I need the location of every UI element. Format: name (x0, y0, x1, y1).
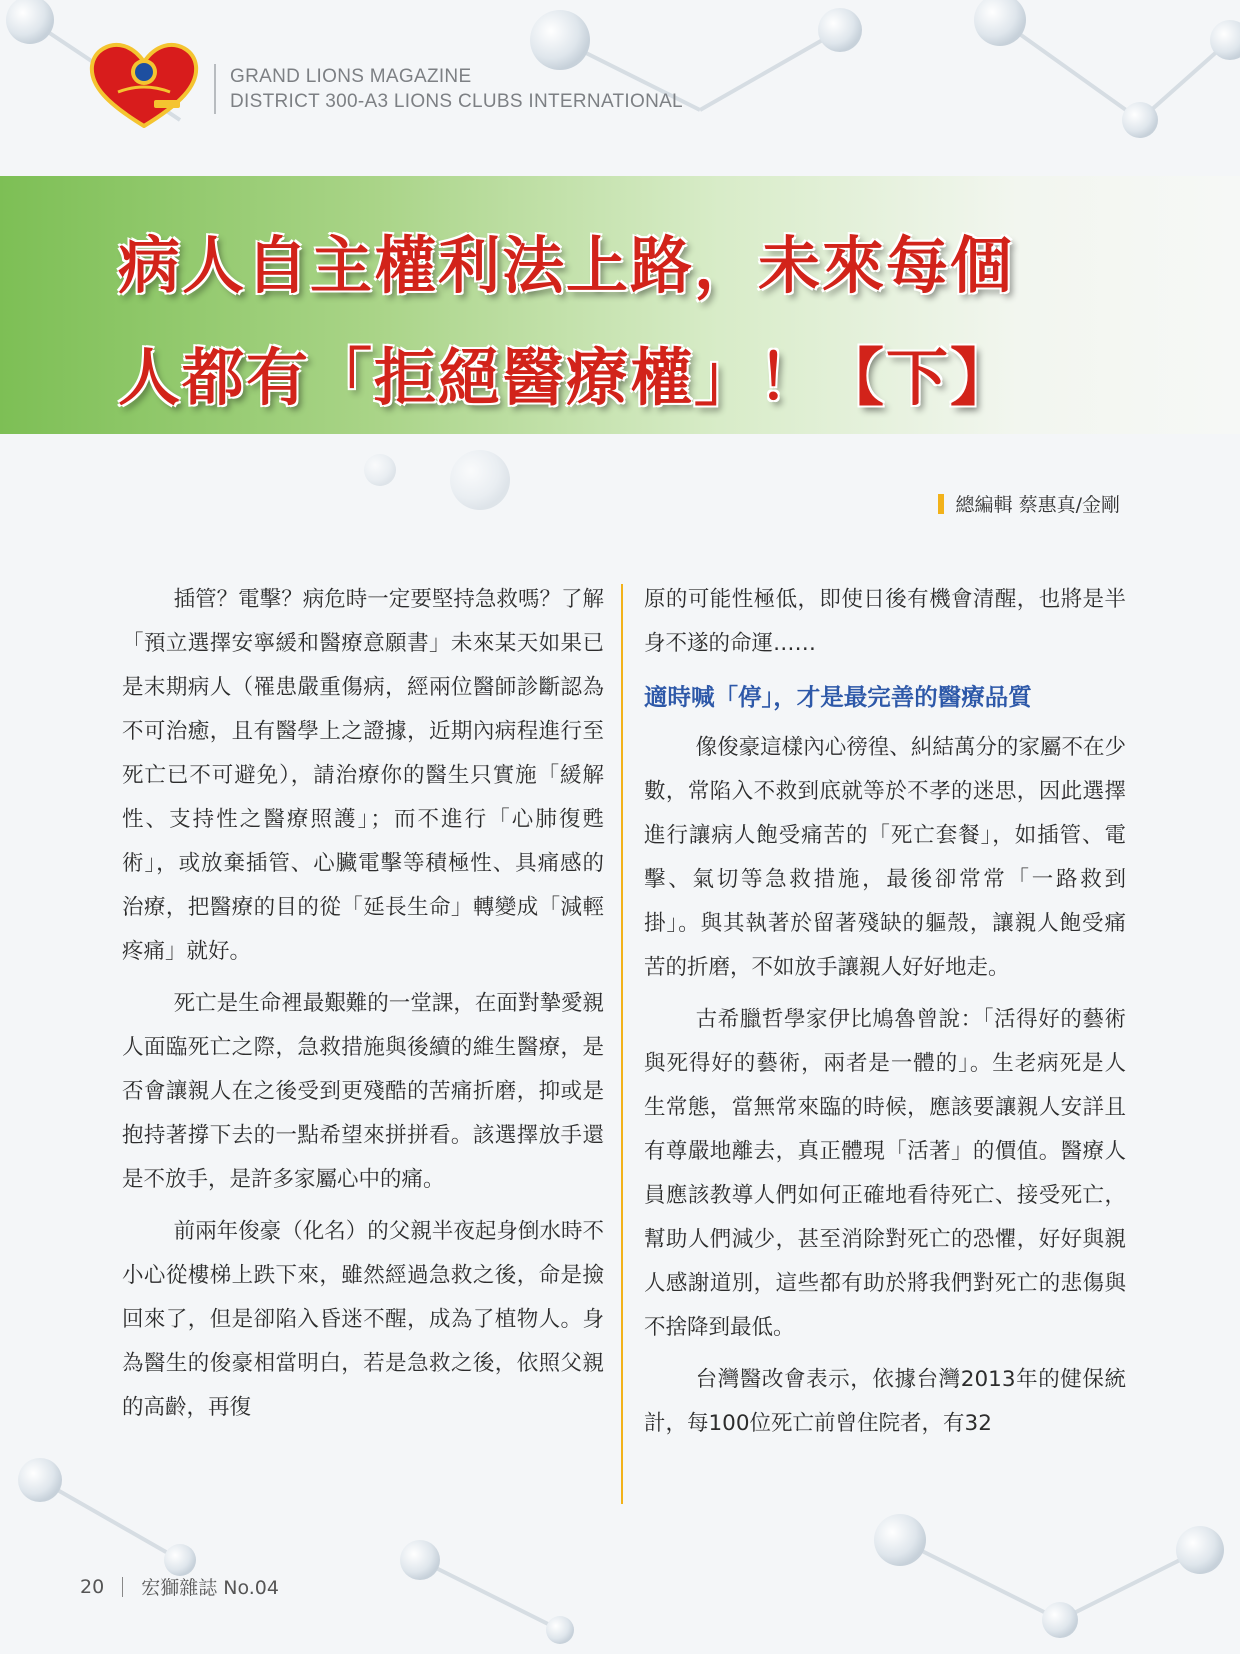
page-number: 20 (80, 1575, 105, 1598)
paragraph: 前兩年俊豪（化名）的父親半夜起身倒水時不小心從樓梯上跌下來，雖然經過急救之後，命是撿回來了，但是卻陷入昏迷不醒，成為了植物人。身為醫生的俊豪相當明白，若是急救之後，依照父親的高齡，再復 (122, 1219, 604, 1420)
header-divider (214, 64, 216, 114)
paragraph: 台灣醫改會表示，依據台灣2013年的健保統計，每100位死亡前曾住院者，有32 (644, 1367, 1126, 1436)
paragraph-continuation: 原的可能性極低，即使日後有機會清醒，也將是半身不遂的命運…… (644, 587, 1126, 656)
article-column-left (122, 578, 604, 1438)
footer-separator (122, 1577, 123, 1597)
article-title-line-2: 人都有「拒絕醫療權」！【下】 (118, 341, 1015, 414)
paragraph: 古希臘哲學家伊比鳩魯曾說：「活得好的藝術與死得好的藝術，兩者是一體的」。生老病死是人生常態，當無常來臨的時候，應該要讓親人安詳且有尊嚴地離去，真正體現「活著」的價值。醫療人員應該教導人們如何正確地看待死亡、接受死亡，幫助人們減少，甚至消除對死亡的恐懼，好好與親人感謝道別，這些都有助於將我們對死亡的悲傷與不捨降到最低。 (644, 1007, 1126, 1340)
page-header (0, 0, 1240, 160)
byline-marker (938, 494, 944, 514)
lions-heart-logo-icon (88, 42, 200, 128)
paragraph: 死亡是生命裡最艱難的一堂課，在面對摯愛親人面臨死亡之際，急救措施與後續的維生醫療，是否會讓親人在之後受到更殘酷的苦痛折磨，抑或是抱持著撐下去的一點希望來拼拼看。該選擇放手還是不放手，是許多家屬心中的痛。 (122, 991, 604, 1192)
page-footer (80, 1573, 279, 1600)
article-column-right (644, 578, 1126, 1454)
article-title-line-1: 病人自主權利法上路，未來每個 (118, 229, 1015, 302)
article-title (118, 210, 1158, 434)
column-divider (621, 584, 623, 1504)
byline-author: 總編輯 蔡惠真/金剛 (955, 494, 1120, 516)
paragraph: 插管？電擊？病危時一定要堅持急救嗎？了解「預立選擇安寧緩和醫療意願書」未來某天如果已是末期病人（罹患嚴重傷病，經兩位醫師診斷認為不可治癒，且有醫學上之證據，近期內病程進行至死亡已不可避免），請治療你的醫生只實施「緩解性、支持性之醫療照護」；而不進行「心肺復甦術」，或放棄插管、心臟電擊等積極性、具痛感的治療，把醫療的目的從「延長生命」轉變成「減輕疼痛」就好。 (122, 587, 604, 964)
magazine-name: GRAND LIONS MAGAZINE (230, 66, 472, 87)
issue-label: 宏獅雜誌 No.04 (141, 1577, 279, 1599)
district-name: DISTRICT 300-A3 LIONS CLUBS INTERNATIONAL (230, 91, 683, 112)
paragraph: 像俊豪這樣內心徬徨、糾結萬分的家屬不在少數，常陷入不救到底就等於不孝的迷思，因此選擇進行讓病人飽受痛苦的「死亡套餐」，如插管、電擊、氣切等急救措施，最後卻常常「一路救到掛」。與其執著於留著殘缺的軀殼，讓親人飽受痛苦的折磨，不如放手讓親人好好地走。 (644, 735, 1126, 980)
section-subheading: 適時喊「停」，才是最完善的醫療品質 (644, 683, 1032, 711)
byline (938, 490, 1120, 517)
